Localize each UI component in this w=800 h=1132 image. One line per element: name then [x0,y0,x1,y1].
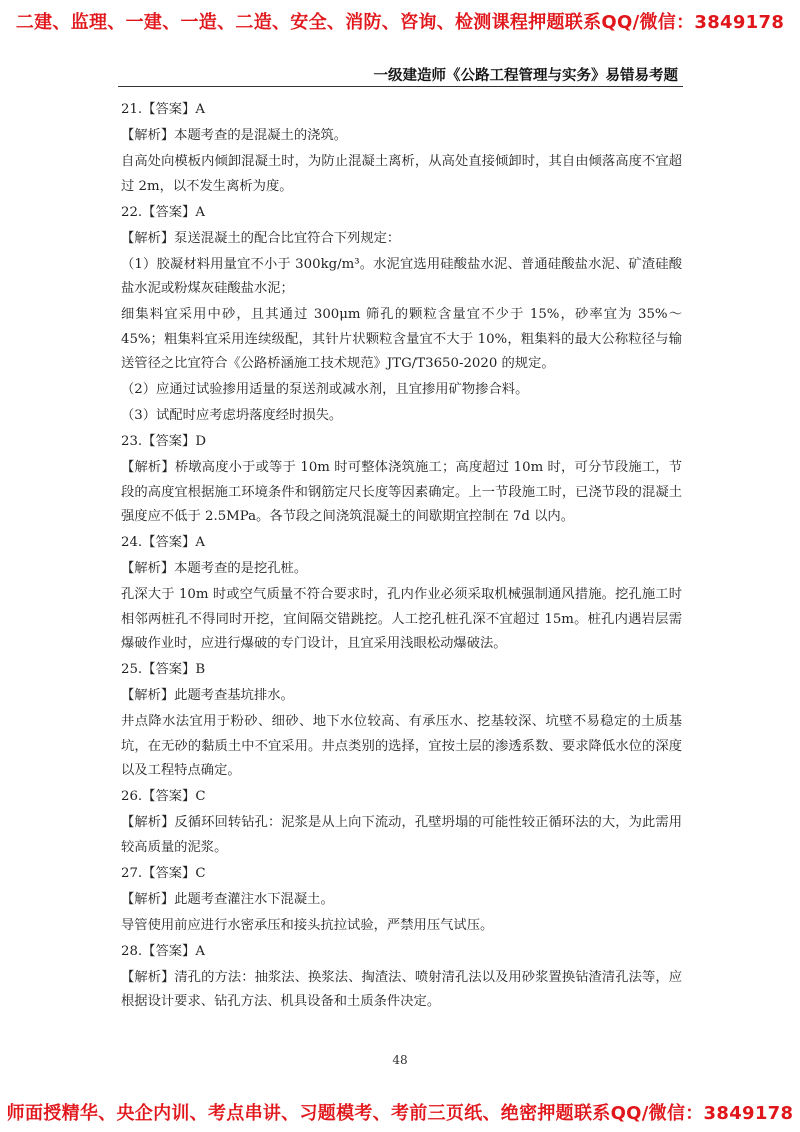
analysis-21-text: 自高处向模板内倾卸混凝土时，为防止混凝土离析，从高处直接倾卸时，其自由倾落高度不宜超过 2m，以不发生离析为度。 [121,154,682,194]
analysis-28-text: 【解析】清孔的方法：抽浆法、换浆法、掏渣法、喷射清孔法以及用砂浆置换钻渣清孔法等，应根据设计要求、钻孔方法、机具设备和土质条件决定。 [121,969,682,1009]
analysis-21-topic: 【解析】本题考查的是混凝土的浇筑。 [121,128,348,143]
header-divider [118,86,683,87]
answer-28: 28.【答案】A [121,943,205,959]
answer-explanations [121,98,682,1016]
page-header-title: 一级建造师《公路工程管理与实务》易错易考题 [373,68,678,84]
analysis-22-aggregate: 细集料宜采用中砂，且其通过 300μm 筛孔的颗粒含量宜不少于 15%，砂率宜为 35%～45%；粗集料宜采用连续级配，其针片状颗粒含量宜不大于 10%，粗集料的最大公称粒径与输送管径之比宜符合《公路桥涵施工技术规范》JTG/T3650-2020 的规定。 [121,307,682,371]
answer-27: 27.【答案】C [121,865,206,881]
analysis-25-topic: 【解析】此题考查基坑排水。 [121,688,294,703]
answer-24: 24.【答案】A [121,535,205,550]
analysis-27-text: 导管使用前应进行水密承压和接头抗拉试验，严禁用压气试压。 [121,917,494,933]
analysis-22-item-2: （2）应通过试验掺用适量的泵送剂或减水剂，且宜掺用矿物掺合料。 [121,382,529,397]
top-promo-banner: 二建、监理、一建、一造、二造、安全、消防、咨询、检测课程押题联系QQ/微信：3849178 [15,12,785,33]
answer-26: 26.【答案】C [121,789,206,804]
page-number: 48 [392,1053,408,1067]
answer-25: 25.【答案】B [121,662,206,677]
bottom-promo-banner: 师面授精华、央企内训、考点串讲、习题模考、考前三页纸、绝密押题联系QQ/微信：3849178 [6,1103,794,1124]
answer-22: 22.【答案】A [121,204,205,220]
answer-21: 21.【答案】A [121,102,205,117]
analysis-25-text: 井点降水法宜用于粉砂、细砂、地下水位较高、有承压水、挖基较深、坑壁不易稳定的土质基坑，在无砂的黏质土中不宜采用。井点类别的选择，宜按土层的渗透系数、要求降低水位的深度以及工程特点确定。 [121,714,682,778]
analysis-27-topic: 【解析】此题考查灌注水下混凝土。 [121,891,334,907]
analysis-26-text: 【解析】反循环回转钻孔：泥浆是从上向下流动，孔壁坍塌的可能性较正循环法的大，为此需用较高质量的泥浆。 [121,815,682,855]
analysis-24-topic: 【解析】本题考查的是挖孔桩。 [121,561,308,576]
analysis-22-item-1: （1）胶凝材料用量宜不小于 300kg/m³。水泥宜选用硅酸盐水泥、普通硅酸盐水泥、矿渣硅酸盐水泥或粉煤灰硅酸盐水泥； [121,256,682,296]
analysis-24-text: 孔深大于 10m 时或空气质量不符合要求时，孔内作业必须采取机械强制通风措施。挖孔施工时相邻两桩孔不得同时开挖，宜间隔交错跳挖。人工挖孔桩孔深不宜超过 15m。桩孔内遇岩层需爆破作业时，应进行爆破的专门设计，且宜采用浅眼松动爆破法。 [121,587,682,651]
analysis-22-item-3: （3）试配时应考虑坍落度经时损失。 [121,408,343,423]
answer-23: 23.【答案】D [121,434,206,449]
analysis-22-topic: 【解析】泵送混凝土的配合比宜符合下列规定： [121,230,401,246]
analysis-23-text: 【解析】桥墩高度小于或等于 10m 时可整体浇筑施工；高度超过 10m 时，可分节段施工，节段的高度宜根据施工环境条件和钢筋定尺长度等因素确定。上一节段施工时，已浇节段的混凝土强度应不低于 2.5MPa。各节段之间浇筑混凝土的间歇期宜控制在 7d 以内。 [121,460,682,524]
